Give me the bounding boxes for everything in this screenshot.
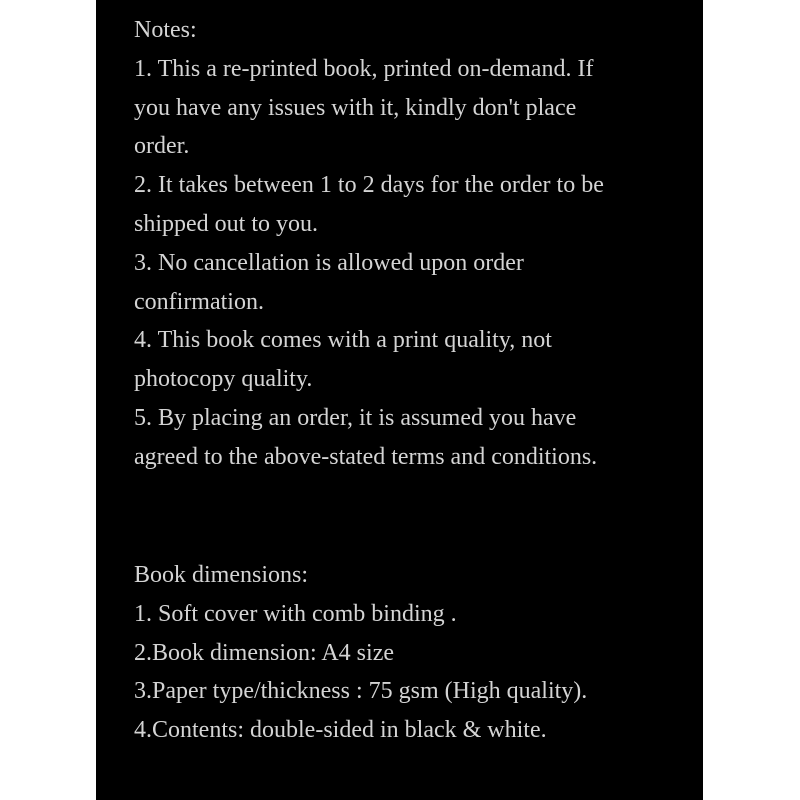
book-dimensions-line: 2.Book dimension: A4 size <box>134 639 394 666</box>
book-dimensions-heading: Book dimensions: <box>134 562 309 588</box>
notes-line: 3. No cancellation is allowed upon order <box>134 249 524 276</box>
notes-heading: Notes: <box>134 17 197 43</box>
book-dimensions-section <box>134 556 694 750</box>
product-notes-image <box>96 0 703 800</box>
notes-line: photocopy quality. <box>134 366 313 393</box>
notes-line: you have any issues with it, kindly don't place <box>134 94 577 121</box>
notes-line: 1. This a re-printed book, printed on-demand. If <box>134 55 594 82</box>
book-dimensions-line: 4.Contents: double-sided in black & white. <box>134 717 547 744</box>
notes-line: shipped out to you. <box>134 210 318 237</box>
notes-line: 4. This book comes with a print quality, not <box>134 327 552 354</box>
notes-line: agreed to the above-stated terms and conditions. <box>134 443 598 470</box>
notes-line: 5. By placing an order, it is assumed you have <box>134 404 577 431</box>
notes-line: order. <box>134 133 190 160</box>
notes-section <box>134 11 694 477</box>
notes-line: 2. It takes between 1 to 2 days for the order to be <box>134 172 604 199</box>
book-dimensions-line: 1. Soft cover with comb binding . <box>134 600 457 627</box>
book-dimensions-line: 3.Paper type/thickness : 75 gsm (High quality). <box>134 678 588 705</box>
notes-line: confirmation. <box>134 288 264 315</box>
